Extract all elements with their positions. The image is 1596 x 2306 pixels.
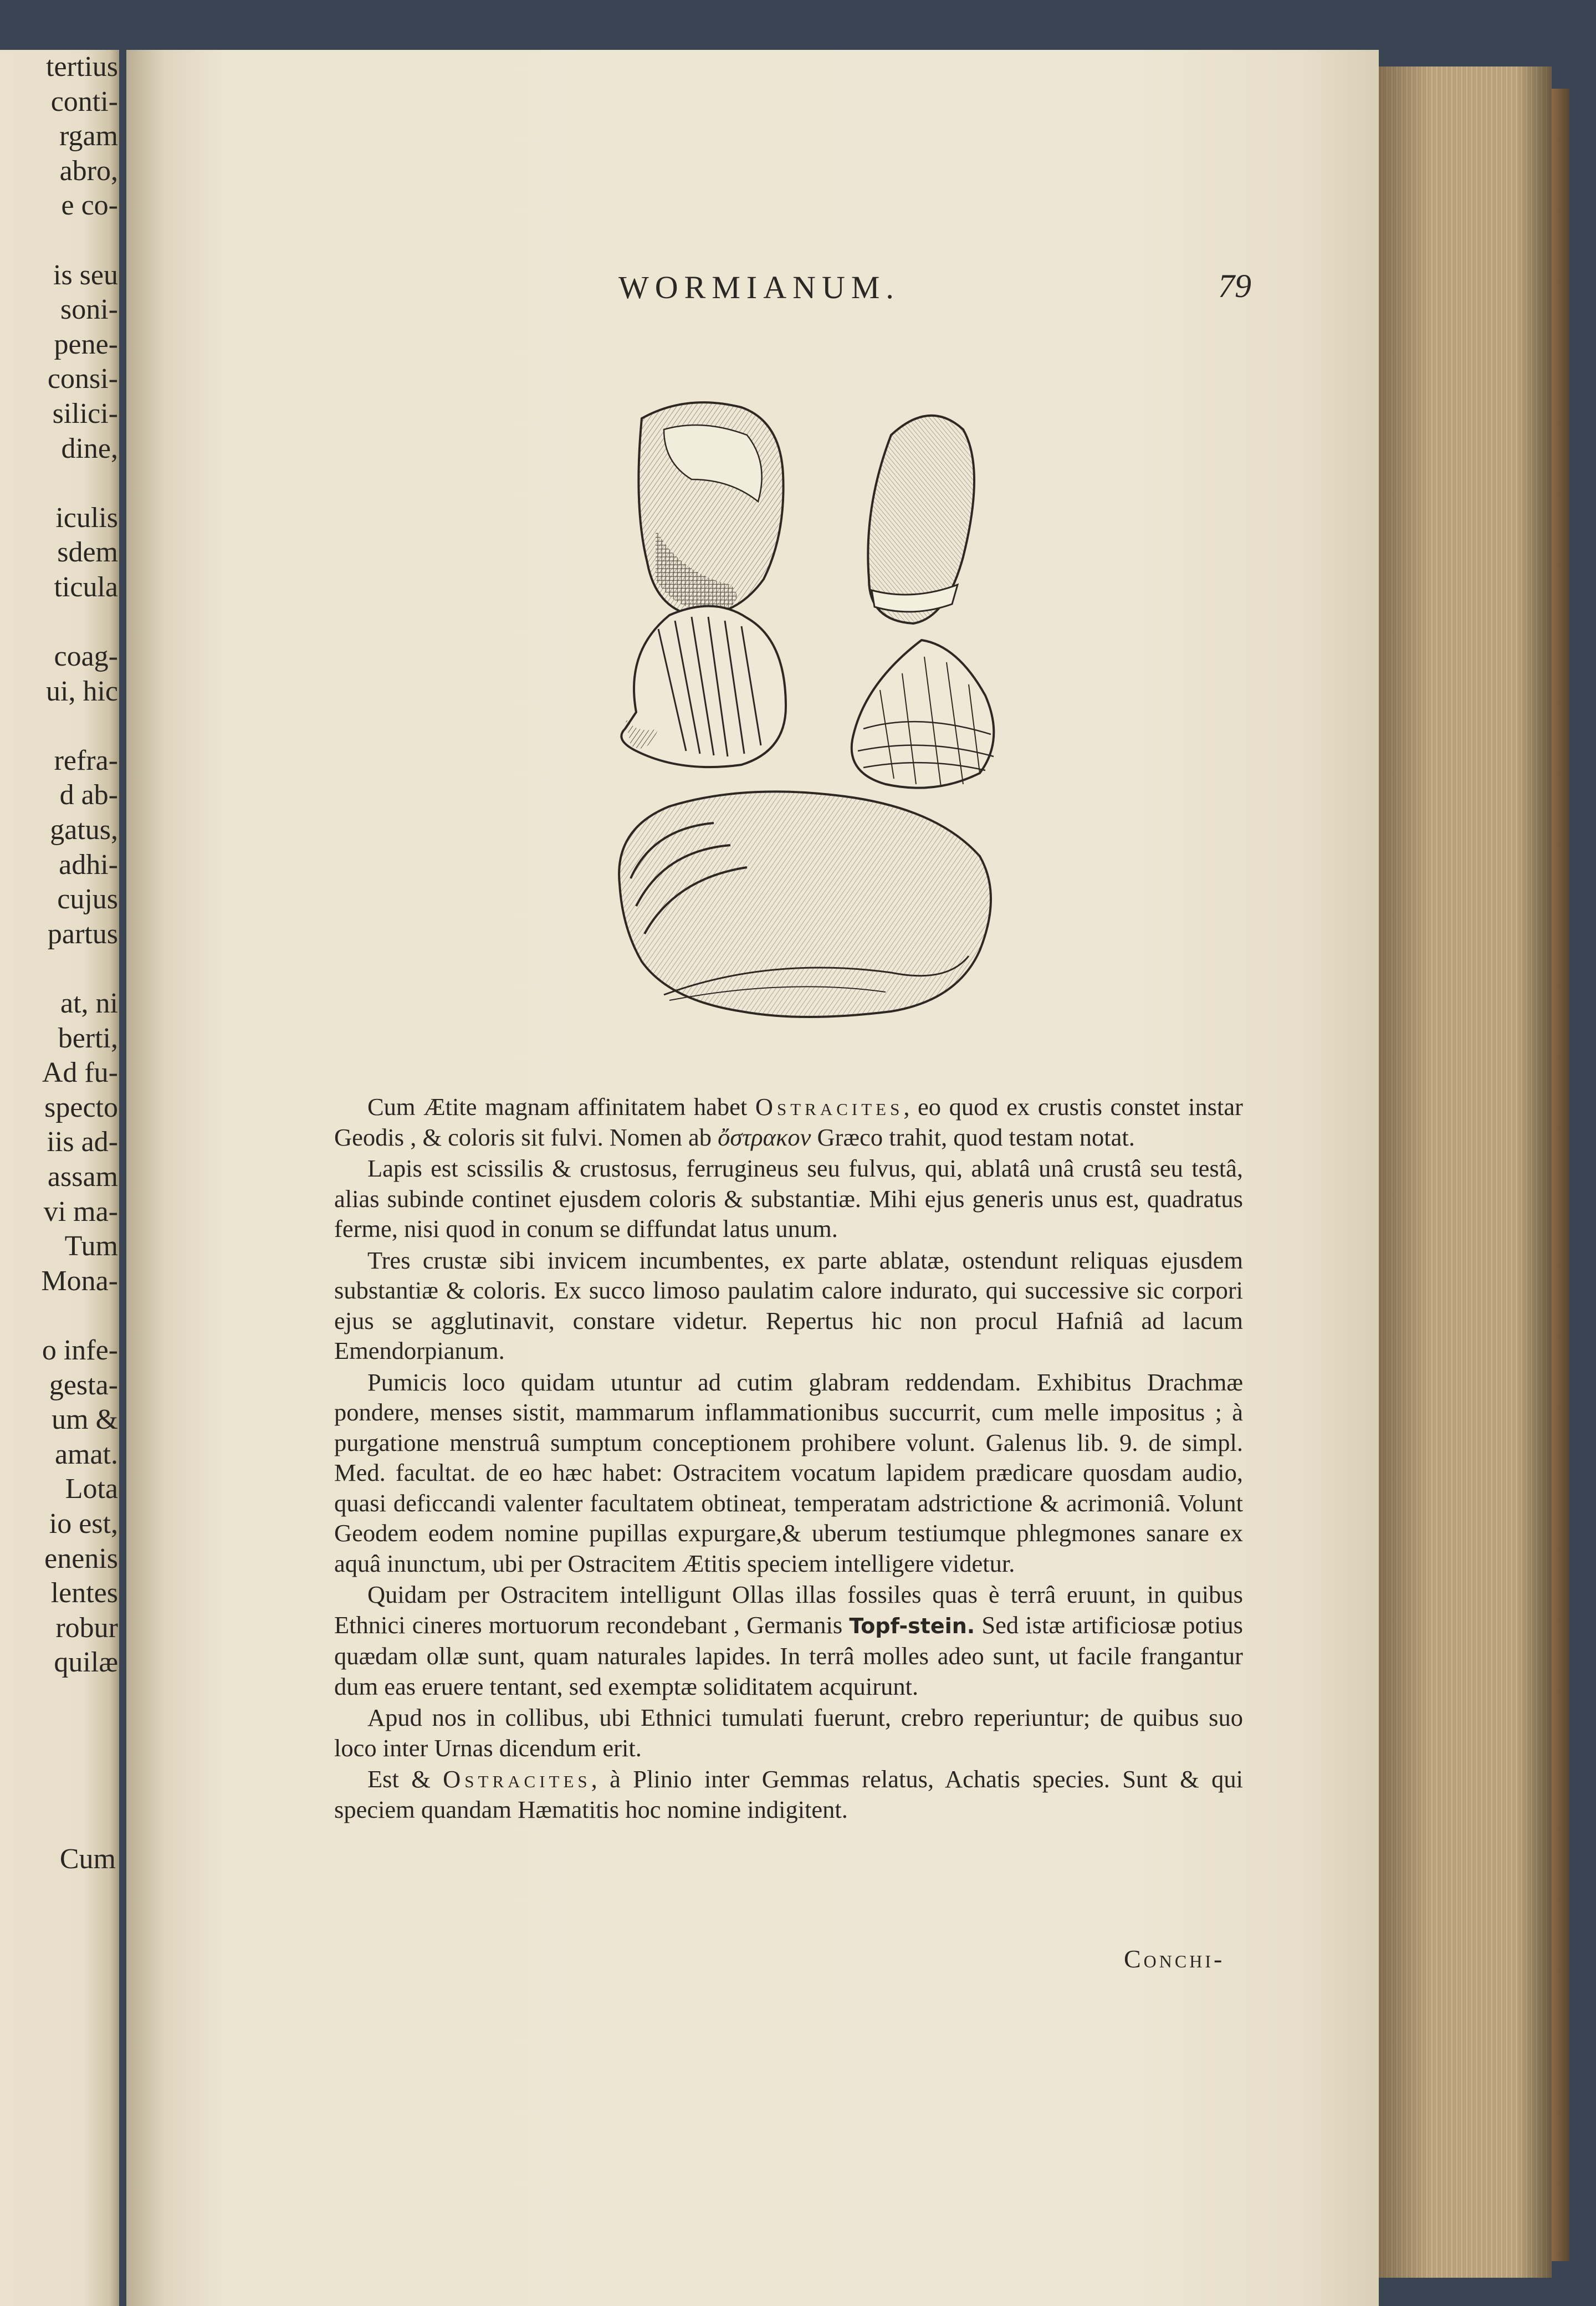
shell-fossils-woodcut [603, 396, 1046, 1045]
left-page-fragment [0, 50, 119, 2306]
left-page-line [2, 466, 118, 501]
text-run: Quidam per Ostracitem intelligunt Ollas illas fossiles quas è terrâ eruunt, in quibus Ethnici cineres mortuorum recondebant , Germanis [334, 1581, 1243, 1639]
left-page-line: iculis [55, 502, 118, 534]
shell-cockle-icon [852, 640, 994, 788]
left-page-line: lentes [50, 1577, 118, 1609]
text-run: Græco trahit, quod testam notat. [811, 1123, 1135, 1151]
left-page-line: at, ni [60, 988, 118, 1020]
left-page-line: amat. [54, 1438, 118, 1470]
left-page-line: Mona- [41, 1265, 118, 1297]
left-page-line: specto [44, 1091, 118, 1123]
catchword: Conchi- [1124, 1945, 1225, 1973]
paragraph [334, 1367, 1243, 1579]
left-page-line: ticula [54, 571, 118, 603]
left-page-line: ui, hic [46, 675, 118, 707]
book-cover-edge [1552, 89, 1569, 2261]
left-page-line: Ad fu- [42, 1057, 118, 1089]
left-page-line: enenis [44, 1542, 118, 1574]
page-number: 79 [1218, 268, 1251, 304]
running-head: WORMIANUM. [618, 269, 900, 305]
shell-elongated-icon [868, 416, 974, 623]
left-page-line [2, 223, 118, 258]
left-page-line: o infe- [42, 1334, 118, 1366]
shell-oyster-icon [638, 402, 783, 615]
text-run: Lapis est scissilis & crustosus, ferrugineus seu fulvus, qui, ablatâ unâ crustâ seu testâ, alias subinde continet ejusdem coloris & substantiæ. Mihi ejus generis unus est, quadratus ferme, nisi quod in conum se diffundat latus unum. [334, 1154, 1243, 1243]
text-run: Est & [367, 1765, 443, 1793]
left-page-line [2, 709, 118, 744]
left-page-line: sdem [57, 536, 118, 569]
paragraph [334, 1092, 1243, 1152]
small-caps-term: Ostracites [443, 1765, 591, 1793]
left-page-line [2, 952, 118, 986]
fraktur-word: Topf-stein. [849, 1613, 975, 1638]
left-page-line: gesta- [49, 1369, 118, 1401]
paragraph [334, 1153, 1243, 1244]
paragraph [334, 1702, 1243, 1763]
paragraph [334, 1245, 1243, 1366]
left-page-line: adhi- [59, 848, 118, 881]
main-page [126, 50, 1379, 2306]
left-page-line: partus [47, 918, 118, 950]
text-run: Apud nos in collibus, ubi Ethnici tumulati fuerunt, crebro reperiuntur; de quibus suo loco inter Urnas dicendum erit. [334, 1704, 1243, 1762]
left-page-line [2, 1298, 118, 1333]
text-run: Pumicis loco quidam utuntur ad cutim glabram reddendam. Exhibitus Drachmæ pondere, menses sistit, mammarum inflammationibus succurrit, cum melle impositus ; à purgatione menstruâ sumptum conceptionem prohibere volunt. Galenus lib. 9. de simpl. Med. facultat. de eo hæc habet: Ostracitem vocatum lapidem prædicare quosdam audio, quasi deficcandi valenter facultatem obtineat, temperatam adstrictione & acrimoniâ. Volunt Geodem eodem nomine pupillas expurgare,& uberum testiumque phlegmones sanare ex aquâ inunctum, ubi per Ostracitem Ætitis speciem intelligere videtur. [334, 1368, 1243, 1577]
left-page-line: rgam [59, 120, 118, 152]
small-caps-term: Ostracites [755, 1093, 904, 1121]
paragraph [334, 1579, 1243, 1701]
text-run: Cum Ætite magnam affinitatem habet [367, 1093, 755, 1121]
left-page-line: silici- [52, 397, 118, 430]
left-page-line: e co- [61, 190, 118, 222]
left-page-line: io est, [49, 1507, 118, 1540]
left-page-line: soni- [60, 294, 118, 326]
shell-scallop-icon [621, 606, 786, 767]
left-page-line: refra- [54, 744, 118, 776]
left-page-line: conti- [50, 85, 118, 117]
fore-edge-shadow [1379, 67, 1552, 2278]
left-page-line: iis ad- [47, 1126, 118, 1158]
left-page-line: assam [47, 1161, 118, 1193]
left-page-line: vi ma- [43, 1195, 118, 1228]
left-page-line: abro, [59, 155, 118, 187]
left-page-line [2, 605, 118, 640]
greek-word: ὄστρακον [718, 1123, 811, 1151]
body-text [334, 1092, 1243, 1824]
left-page-line: cujus [57, 883, 118, 916]
text-run: , eo quod ex crustis constet instar Geodis , & coloris sit fulvi. Nomen ab [334, 1093, 1243, 1151]
left-page-line: consi- [47, 363, 118, 395]
left-page-line: coag- [54, 641, 118, 673]
left-page-line: gatus, [50, 814, 118, 846]
left-page-line: is seu [53, 259, 118, 291]
left-page-catchword: Cum [59, 1843, 116, 1875]
left-page-line: robur [55, 1612, 118, 1644]
left-page-line: Tum [64, 1230, 118, 1262]
left-page-line: berti, [58, 1022, 118, 1054]
left-page-line: dine, [61, 432, 118, 464]
text-run: Sed istæ artificiosæ potius quædam ollæ sunt, quam naturales lapides. In terrâ molles adeo sunt, ut facile frangantur dum eas eruere tentant, sed exemptæ soliditatem acquirunt. [334, 1610, 1243, 1700]
left-page-line: d ab- [59, 779, 118, 811]
left-page-line: tertius [46, 51, 118, 83]
paragraph [334, 1764, 1243, 1824]
left-page-line: um & [52, 1404, 118, 1436]
left-page-line: pene- [54, 328, 118, 360]
text-run: Tres crustæ sibi invicem incumbentes, ex parte ablatæ, ostendunt reliquas ejusdem substantiæ & coloris. Ex succo limoso paulatim calore indurato, qui successive sic corpori ejus se agglutinavit, constare videtur. Repertus hic non procul Hafniâ ad lacum Emendorpianum. [334, 1246, 1243, 1364]
left-page-line: quilæ [54, 1647, 118, 1679]
shell-large-oyster-icon [619, 791, 991, 1017]
text-run: , à Plinio inter Gemmas relatus, Achatis species. Sunt & qui speciem quandam Hæmatitis hoc nomine indigitent. [334, 1765, 1243, 1823]
left-page-line: Lota [65, 1473, 118, 1505]
left-page-lines [2, 50, 118, 1680]
